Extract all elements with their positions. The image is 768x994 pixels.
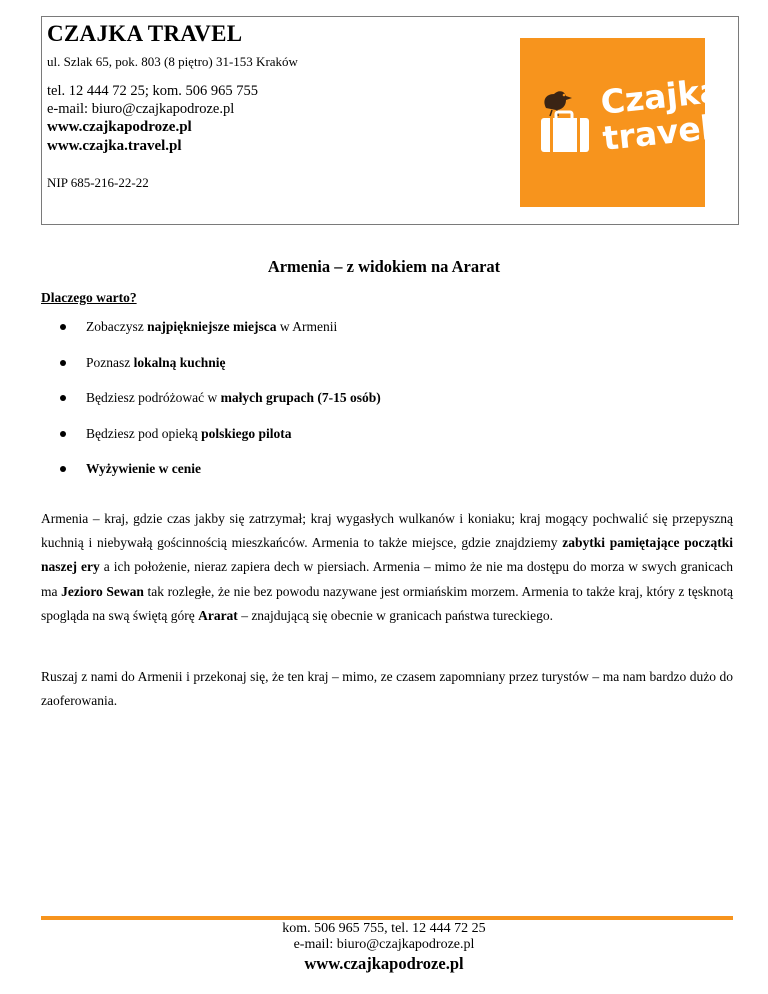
company-email: e-mail: biuro@czajkapodroze.pl: [47, 101, 235, 117]
bullet-icon: [60, 431, 66, 437]
bullet-text: Będziesz pod opieką: [86, 425, 202, 441]
company-phone: tel. 12 444 72 25; kom. 506 965 755: [47, 83, 259, 99]
company-address: ul. Szlak 65, pok. 803 (8 piętro) 31-153 Kraków: [47, 54, 298, 69]
description-paragraph: [41, 507, 733, 628]
letterhead-box: [41, 16, 739, 225]
logo-text-travel: travel: [600, 107, 714, 158]
page-title: Armenia – z widokiem na Ararat: [267, 257, 501, 276]
company-website-link-2[interactable]: www.czajka.travel.pl: [47, 138, 182, 154]
footer-divider: [41, 916, 733, 920]
invitation-paragraph: Ruszaj z nami do Armenii i przekonaj się, że ten kraj – mimo, ze czasem zapomniany przez turystów – ma nam bardzo dużo do zaoferowania.: [41, 669, 733, 709]
bullet-icon: [60, 324, 66, 330]
company-name: CZAJKA TRAVEL: [47, 21, 243, 46]
why-heading: Dlaczego warto?: [41, 290, 137, 305]
paragraph-bold-text: zabytki pamiętające początki naszej ery: [41, 535, 733, 575]
paragraph-bold-text: Ararat: [198, 607, 238, 623]
list-item: [41, 389, 731, 425]
footer-website-link[interactable]: www.czajkapodroze.pl: [304, 954, 464, 973]
logo-text-czajka: Czajka: [598, 70, 724, 122]
bullet-bold-text: najpiękniejsze miejsca: [147, 319, 277, 334]
company-nip: NIP 685-216-22-22: [47, 175, 149, 190]
bullet-text: Zobaczysz: [86, 319, 148, 334]
paragraph-text: Armenia – kraj, gdzie czas jakby się zatrzymał; kraj wygasłych wulkanów i koniaku; kraj mogący pochwalić się przepyszną kuchnią i niebywałą gościnnością mieszkańców. Armenia to także miejsce, gdzie znajdziemy: [41, 511, 733, 551]
paragraph-text: – znajdującą się obecnie w granicach państwa tureckiego.: [237, 607, 554, 623]
list-item: [41, 460, 731, 496]
paragraph-text: tak rozległe, że nie bez powodu nazywane jest ormiańskim morzem. Armenia to także kraj, który z tęsknotą spogląda na swą świętą górę: [41, 583, 733, 623]
suitcase-with-bird-icon: [520, 38, 724, 207]
bullet-bold-text: polskiego pilota: [201, 425, 292, 441]
bullet-icon: [60, 395, 66, 401]
bullet-text: w Armenii: [276, 319, 338, 334]
bullet-bold-text: lokalną kuchnię: [133, 354, 226, 370]
bullet-icon: [60, 466, 66, 472]
list-item: [41, 354, 731, 390]
bullet-icon: [60, 360, 66, 366]
bullet-bold-text: Wyżywienie w cenie: [86, 461, 201, 476]
footer-email: e-mail: biuro@czajkapodroze.pl: [293, 937, 475, 952]
czajka-travel-logo: [520, 38, 724, 207]
list-item: [41, 318, 731, 354]
bullet-bold-text: małych grupach (7-15 osób): [220, 390, 381, 405]
list-item: [41, 425, 731, 461]
bullet-text: Poznasz: [86, 354, 134, 370]
paragraph-text: a ich położenie, nieraz zapiera dech w piersiach. Armenia – mimo że nie ma dostępu do morza w swych granicach ma: [41, 559, 733, 599]
company-website-link[interactable]: www.czajkapodroze.pl: [47, 119, 192, 135]
paragraph-bold-text: Jezioro Sewan: [61, 583, 144, 599]
footer-phone: kom. 506 965 755, tel. 12 444 72 25: [282, 921, 486, 936]
reasons-list: [41, 318, 731, 496]
bullet-text: Będziesz podróżować w: [86, 390, 221, 405]
